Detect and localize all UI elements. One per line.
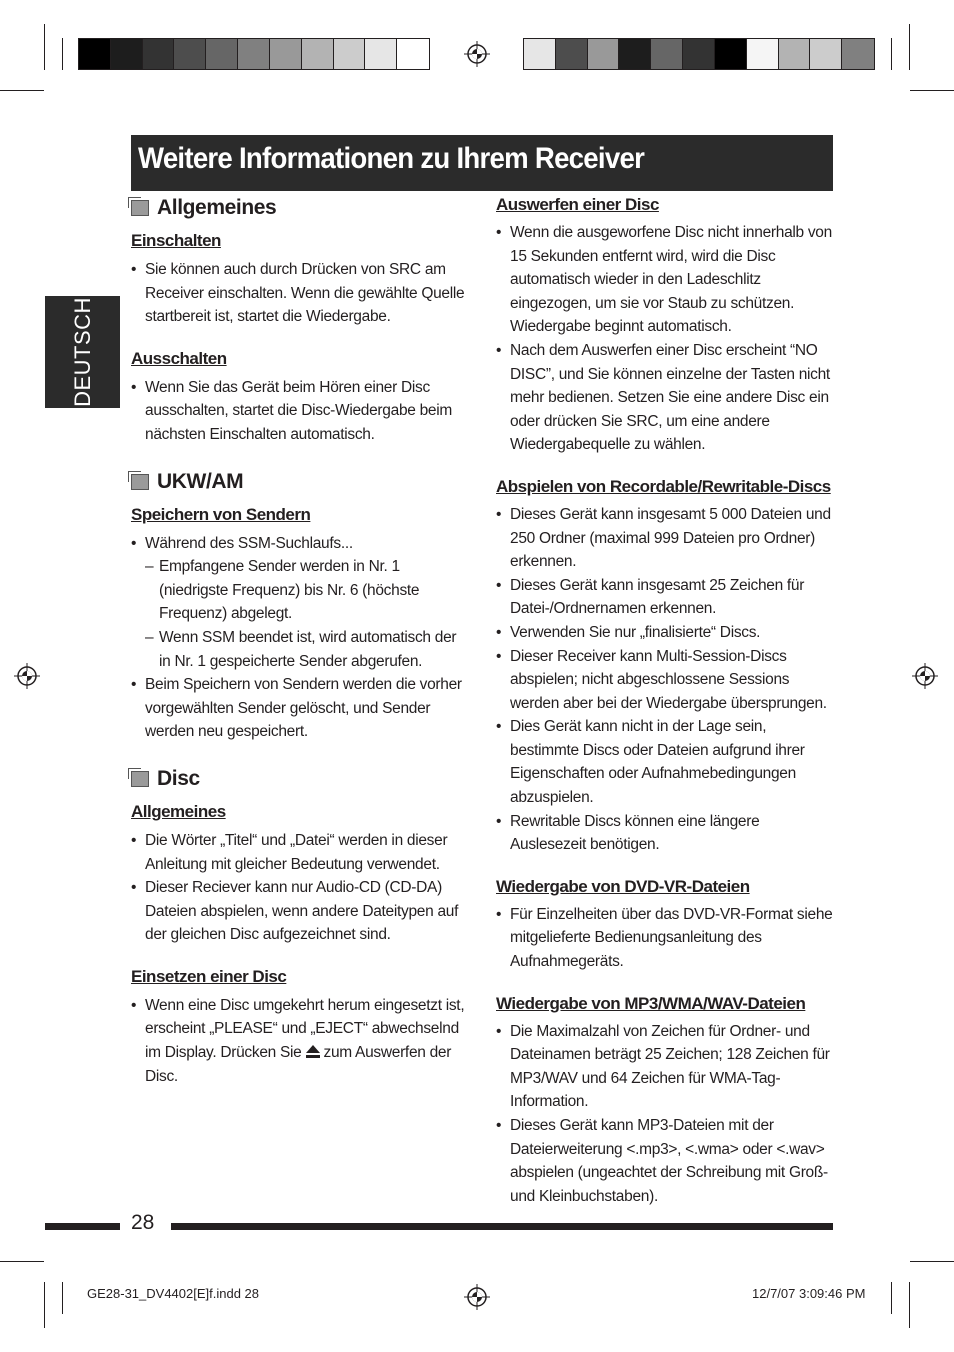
crop-mark [44, 1282, 45, 1328]
color-swatch [619, 39, 651, 69]
bullet-item: • Die Wörter „Titel“ und „Datei“ werden in dieser Anleitung mit gleicher Bedeutung verwendet. [131, 829, 471, 876]
bullet-item: • Rewritable Discs können eine längere Auslesezeit benötigen. [496, 810, 836, 857]
bullet-text: zum Auswerfen der Disc. [145, 1044, 452, 1085]
color-swatch [365, 39, 397, 69]
color-swatch [683, 39, 715, 69]
subheading: Auswerfen einer Disc [496, 195, 659, 214]
bullet-text: Wenn eine Disc umgekehrt herum eingesetzt ist, erscheint „PLEASE“ und „EJECT“ abwechselnd im Display. Drücken Sie [145, 996, 465, 1062]
eject-icon [306, 1045, 320, 1058]
color-swatch [715, 39, 747, 69]
color-swatch [651, 39, 683, 69]
subheading: Speichern von Sendern [131, 504, 311, 524]
bullet-list [496, 221, 836, 457]
bullet-list [131, 376, 471, 447]
bullet-list [496, 903, 836, 974]
color-swatch [143, 39, 175, 69]
page-title: Weitere Informationen zu Ihrem Receiver [138, 142, 645, 175]
subheading: Einschalten [131, 231, 221, 250]
bullet-list [496, 1020, 836, 1209]
left-column [131, 196, 471, 1088]
color-swatch [397, 39, 429, 69]
registration-mark-icon [464, 1284, 490, 1310]
bullet-item: • Dieses Gerät kann MP3-Dateien mit der Dateierweiterung <.mp3>, <.wma> oder <.wav> abspielen (ungeachtet der Schreibung mit Groß- und Kleinbuchstaben). [496, 1114, 836, 1208]
registration-mark-icon [464, 41, 490, 67]
footer-timestamp: 12/7/07 3:09:46 PM [752, 1286, 866, 1301]
subheading: Ausschalten [131, 348, 227, 368]
bullet-item: • Die Maximalzahl von Zeichen für Ordner- und Dateinamen beträgt 25 Zeichen; 128 Zeichen für MP3/WAV und 64 Zeichen für WMA-Tag-Information. [496, 1020, 836, 1114]
section-title [131, 767, 471, 791]
crop-mark [0, 90, 44, 91]
bullet-item: • Nach dem Auswerfen einer Disc erscheint “NO DISC”, und Sie können einzelne der Tasten nicht mehr bedienen. Setzen Sie eine andere Disc ein oder drücken Sie SRC, um eine andere Wiedergabequelle zu wählen. [496, 339, 836, 457]
bullet-item: • Dieses Gerät kann insgesamt 25 Zeichen für Datei-/Ordnernamen erkennen. [496, 574, 836, 621]
section-title-text: Disc [157, 766, 200, 790]
color-swatch [174, 39, 206, 69]
color-swatch [270, 39, 302, 69]
bullet-item: • Beim Speichern von Sendern werden die vorher vorgewählten Sender gelöscht, und Sender werden neu gespeichert. [131, 673, 471, 744]
subheading: Allgemeines [131, 801, 226, 821]
bullet-item: • Während des SSM-Suchlaufs... [131, 532, 471, 556]
dash-item: – Empfangene Sender werden in Nr. 1 (niedrigste Frequenz) bis Nr. 6 (höchste Frequenz) abgelegt. [131, 555, 471, 626]
registration-mark-icon [14, 663, 40, 689]
color-swatch [588, 39, 620, 69]
crop-mark [891, 38, 892, 70]
color-swatch [238, 39, 270, 69]
bullet-item [131, 994, 471, 1088]
section-title-text: Allgemeines [157, 196, 277, 219]
bullet-item: • Dieser Reciever kann nur Audio-CD (CD-DA) Dateien abspielen, wenn andere Dateitypen auf der gleichen Disc aufgezeichnet sind. [131, 876, 471, 947]
page-number: 28 [131, 1211, 155, 1234]
subheading: Abspielen von Recordable/Rewritable-Discs [496, 476, 831, 496]
language-tab [45, 296, 120, 408]
page-title-bar [131, 135, 833, 191]
language-tab-label: DEUTSCH [69, 297, 95, 407]
color-swatch [334, 39, 366, 69]
right-column [496, 195, 836, 1208]
registration-mark-icon [912, 663, 938, 689]
crop-mark [910, 1261, 954, 1262]
footer-rule-right [171, 1223, 833, 1230]
bullet-item: • Dies Gerät kann nicht in der Lage sein, bestimmte Discs oder Dateien aufgrund ihrer Eigenschaften oder Aufnahmebedingungen abzuspielen. [496, 715, 836, 809]
crop-mark [0, 1261, 44, 1262]
subheading: Wiedergabe von DVD-VR-Dateien [496, 876, 750, 896]
bullet-item: • Dieses Gerät kann insgesamt 5 000 Dateien und 250 Ordner (maximal 999 Dateien pro Ordner) erkennen. [496, 503, 836, 574]
color-swatch [779, 39, 811, 69]
bullet-list [131, 532, 471, 744]
bullet-item: • Dieser Receiver kann Multi-Session-Discs abspielen; nicht abgeschlossene Sessions werden aber bei der Wiedergabe übersprungen. [496, 645, 836, 716]
bullet-item: • Verwenden Sie nur „finalisierte“ Discs. [496, 621, 836, 645]
subheading: Wiedergabe von MP3/WMA/WAV-Dateien [496, 993, 806, 1013]
footer-filename: GE28-31_DV4402[E]f.indd 28 [87, 1286, 260, 1301]
crop-mark [62, 38, 63, 70]
subheading: Einsetzen einer Disc [131, 966, 287, 986]
crop-mark [62, 1282, 63, 1314]
color-swatch [524, 39, 556, 69]
color-calibration-bar-right [523, 38, 875, 70]
bullet-list [496, 503, 836, 857]
crop-mark [909, 1282, 910, 1328]
footer-rule-left [45, 1223, 120, 1230]
bullet-list [131, 994, 471, 1088]
bullet-item: • Wenn die ausgeworfene Disc nicht innerhalb von 15 Sekunden entfernt wird, wird die Disc automatisch wieder in den Ladeschlitz eingezogen, um sie vor Staub zu schützen. Wiedergabe beginnt automatisch. [496, 221, 836, 339]
section-title-text: UKW/AM [157, 469, 244, 493]
color-swatch [79, 39, 111, 69]
color-calibration-bar-left [78, 38, 430, 70]
color-swatch [206, 39, 238, 69]
color-swatch [556, 39, 588, 69]
color-swatch [111, 39, 143, 69]
section-title [131, 196, 471, 220]
color-swatch [302, 39, 334, 69]
section-square-icon [131, 200, 149, 216]
color-swatch [810, 39, 842, 69]
bullet-list [131, 258, 471, 329]
bullet-item: • Sie können auch durch Drücken von SRC am Receiver einschalten. Wenn die gewählte Quelle startbereit ist, startet die Wiedergabe. [131, 258, 471, 329]
color-swatch [842, 39, 874, 69]
crop-mark [44, 24, 45, 70]
bullet-item: • Wenn Sie das Gerät beim Hören einer Disc ausschalten, startet die Disc-Wiedergabe beim nächsten Einschalten automatisch. [131, 376, 471, 447]
crop-mark [909, 24, 910, 70]
dash-item: – Wenn SSM beendet ist, wird automatisch der in Nr. 1 gespeicherte Sender abgerufen. [131, 626, 471, 673]
crop-mark [910, 90, 954, 91]
crop-mark [891, 1282, 892, 1314]
bullet-item: • Für Einzelheiten über das DVD-VR-Format siehe mitgelieferte Bedienungsanleitung des Aufnahmegeräts. [496, 903, 836, 974]
color-swatch [747, 39, 779, 69]
section-square-icon [131, 771, 149, 787]
section-title [131, 470, 471, 494]
bullet-list [131, 829, 471, 947]
section-square-icon [131, 474, 149, 490]
